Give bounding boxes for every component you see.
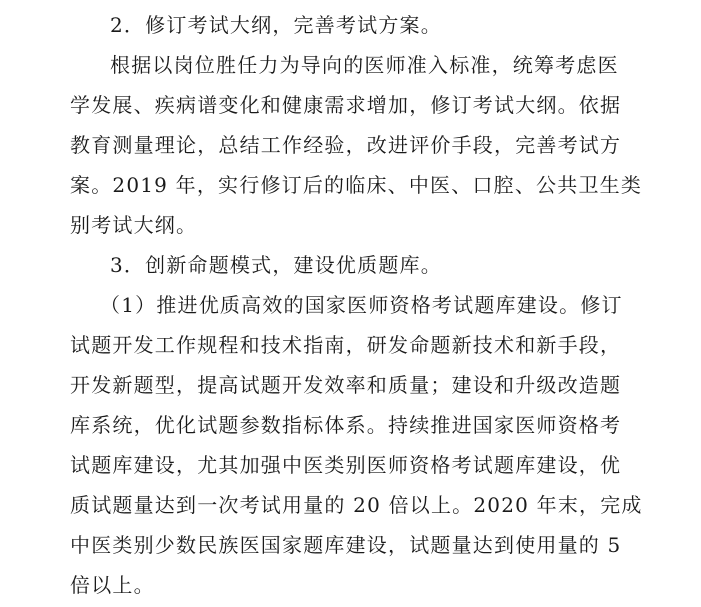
paragraph-line: 别考试大纲。 — [70, 213, 198, 237]
paragraph-line: 试题库建设，尤其加强中医类别医师资格考试题库建设，优 — [70, 453, 622, 477]
section-heading-2: 2．修订考试大纲，完善考试方案。 — [110, 13, 442, 37]
paragraph-line: 倍以上。 — [70, 573, 155, 597]
paragraph-line: 中医类别少数民族医国家题库建设，试题量达到使用量的 5 — [70, 533, 622, 557]
paragraph-line: 开发新题型，提高试题开发效率和质量；建设和升级改造题 — [70, 373, 622, 397]
paragraph-line: 教育测量理论，总结工作经验，改进评价手段，完善考试方 — [70, 133, 622, 157]
paragraph-line: 库系统，优化试题参数指标体系。持续推进国家医师资格考 — [70, 413, 622, 437]
paragraph-line: 质试题量达到一次考试用量的 20 倍以上。2020 年末，完成 — [70, 493, 643, 517]
paragraph-line: 根据以岗位胜任力为导向的医师准入标准，统筹考虑医 — [110, 53, 619, 77]
paragraph-line: 案。2019 年，实行修订后的临床、中医、口腔、公共卫生类 — [70, 173, 643, 197]
section-heading-3: 3．创新命题模式，建设优质题库。 — [110, 253, 442, 277]
paragraph-line: （1）推进优质高效的国家医师资格考试题库建设。修订 — [100, 293, 623, 317]
paragraph-line: 试题开发工作规程和技术指南，研发命题新技术和新手段， — [70, 333, 622, 357]
paragraph-line: 学发展、疾病谱变化和健康需求增加，修订考试大纲。依据 — [70, 93, 622, 117]
